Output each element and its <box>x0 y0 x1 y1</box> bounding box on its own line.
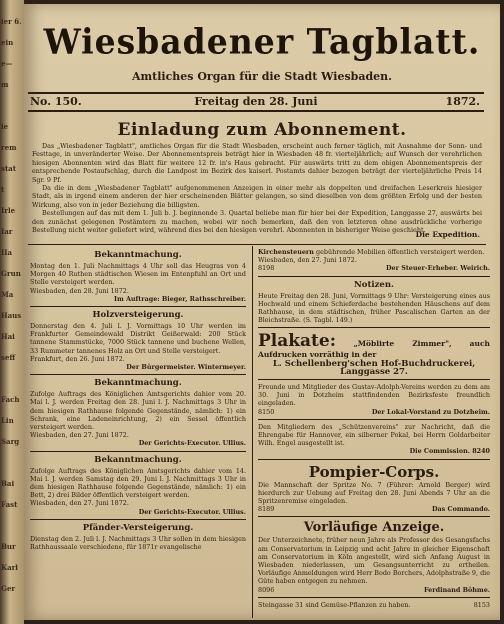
vorlaeufige-notice <box>258 520 490 593</box>
ad-headline: Plakate: <box>258 331 336 352</box>
notice-1 <box>30 250 246 303</box>
spine-text-fragment: rem <box>1 144 17 152</box>
invitation-title: Einladung zum Abonnement. <box>117 120 407 140</box>
notice-body: gebührende Mobilien öffentlich versteigert werden. <box>316 248 485 256</box>
ad-number: 8240 <box>472 447 490 456</box>
spine-text-fragment: IIa <box>1 249 13 257</box>
notice-title: Kirchensteuern <box>258 248 314 256</box>
notice-signature: Im Auftrage: Bieger, Rathsschreiber. <box>113 294 246 303</box>
ad-address: Langgasse 27. <box>340 366 408 377</box>
notice-place: Wiesbaden, den 27. Juni 1872. <box>258 256 357 265</box>
notice-body: Zufolge Auftrags des Königlichen Amtsgerichts dahier vom 14. Mai l. J. werden Samstag den 29. Juni l. J. Nachmittags 3 Uhr in dem hiesigen Rathhause folgende Gegenstände, nämlich: 1) ein Bett, 2) drei Bilder öffentlich versteigert werden. <box>30 466 246 500</box>
notice-place: Frankfurt, den 26. Juni 1872. <box>30 354 125 363</box>
right-column <box>258 248 490 609</box>
spine-text-fragment: ein <box>1 39 14 47</box>
spine-text-fragment: Grun <box>1 270 21 278</box>
left-column <box>30 248 246 551</box>
notice-title: Bekanntmachung. <box>94 250 182 260</box>
notice-signature: Die Commission. <box>409 447 470 456</box>
ad-number: 8189 <box>258 505 275 514</box>
ad-subline: „Möblirte Zimmer", auch Aufdrucken vorräthig in der <box>258 339 490 360</box>
notice-body: Zufolge Auftrags des Königlichen Amtsgerichts dahier vom 20. Mai l. J. werden Freitag den 28. Juni l. J. Nachmittags 3 Uhr in dem hiesigen Rathhause folgende Gegenstände, nämlich: 1) ein Schrank, eine Ladeneinrichtung, 2) ein Sessel öffentlich versteigert werden. <box>30 390 246 432</box>
notice-place: Wiesbaden, den 27. Juni 1872. <box>30 499 129 508</box>
adjacent-page-spine <box>0 0 24 624</box>
notice-body: Montag den 1. Juli Nachmittags 4 Uhr soll das Heugras von 4 Morgen 40 Ruthen städtischen Wiesen im Entenpfuhl an Ort und Stelle versteigert werden. <box>30 262 246 287</box>
section-divider <box>28 244 486 245</box>
notice-place: Wiesbaden, den 27. Juni 1872. <box>30 431 129 440</box>
spine-text-fragment: ier 6. <box>1 18 22 26</box>
notice-body: Dienstag den 2. Juli l. J. Nachmittags 3 Uhr sollen in dem hiesigen Rathhaussaale verschiedene, für 1871r evangelische <box>30 534 246 552</box>
spine-text-fragment: Haus <box>1 312 22 320</box>
notice-signature: Der Lokal-Vorstand zu Dotzheim. <box>371 407 490 416</box>
plakate-ad <box>258 331 490 376</box>
spine-text-fragment: seff <box>1 354 16 362</box>
invitation-paragraph: Bestellungen auf das mit dem 1. Juli b. J. beginnende 3. Quartal beliebe man für hier bei der Expedition, Langgasse 27, auswärts bei den zunächst gelegenen Postämtern zu machen, wobei wir noch bemerken, daß den von letzteren ohne ausdrückliche vorherige Bestellung nicht weiter geliefert wird, während dies bei den hiesigen verehrl. Abonnenten in bisheriger Weise geschieht. <box>32 209 482 235</box>
pompier-notice <box>258 463 490 514</box>
spine-text-fragment: Bur <box>1 543 16 551</box>
spine-text-fragment: Sarg <box>1 438 20 446</box>
notice-body: Den Mitgliedern des „Schützenvereins" zur Nachricht, daß die Ehrengabe für Hannover, ein silberner Pokal, bei Herrn Goldarbeiter Wilh. Engel ausgestellt ist. <box>258 422 490 448</box>
masthead-subtitle: Amtliches Organ für die Stadt Wiesbaden. <box>131 70 393 83</box>
notice-2 <box>30 310 246 371</box>
notice-title: Holzversteigerung. <box>92 310 184 321</box>
issue-number: No. 150. <box>30 95 82 108</box>
spine-text-fragment: ie <box>1 123 9 131</box>
ad-headline: Vorläufige Anzeige. <box>303 520 445 536</box>
newspaper-page <box>24 4 500 620</box>
invitation-body <box>32 142 482 234</box>
notice-place: Wiesbaden, den 28. Juni 1872. <box>30 286 129 295</box>
spine-text-fragment: Ger <box>1 585 16 593</box>
schuetzen-notice <box>258 423 490 456</box>
notice-title: Bekanntmachung. <box>94 454 182 465</box>
notice-body: Die Mannschaft der Spritze No. 7 (Führer: Arnold Berger) wird hierdurch zur Uebung auf Freitag den 28. Juni Abends 7 Uhr an die Spritzenremise eingeladen. <box>258 480 490 506</box>
spine-text-fragment: Hai <box>1 333 15 341</box>
spine-text-fragment: stat <box>1 165 16 173</box>
notice-signature: Das Commando. <box>431 505 490 514</box>
ad-headline: Pompier-Corps. <box>308 462 440 481</box>
notice-title: Bekanntmachung. <box>94 378 182 389</box>
bottom-ad <box>258 601 490 609</box>
ad-number: 8198 <box>258 264 275 273</box>
spine-text-fragment: Fach <box>1 396 20 404</box>
notice-title: Pfänder-Versteigerung. <box>82 522 194 533</box>
spine-text-fragment: t <box>1 186 5 194</box>
ad-number: 8153 <box>473 600 490 609</box>
spine-text-fragment: Karl <box>1 564 18 572</box>
notice-signature: Der Gerichts-Executor. Ullius. <box>138 439 246 448</box>
notice-title: Notizen. <box>354 279 394 290</box>
notice-body: Donnerstag den 4. Juli l. J. Vormittags 10 Uhr werden im Frankfurter Gemeindewald Distrikt Geißerwald: 200 Stück tannene Stammstücke, 7000 Stück tannene und buchene Wellen, 33 Rummeter tannenes Holz an Ort und Stelle versteigert. <box>30 322 246 355</box>
spine-text-fragment: e— <box>1 60 13 68</box>
spine-text-fragment: Irle <box>1 207 16 215</box>
notice-signature: Ferdinand Böhme. <box>423 585 490 594</box>
notice-body: Heute Freitag den 28. Juni, Vormittags 9 Uhr: Versteigerung eines aus Hochwald und einem Schieferdache bestehenden Häuschens auf dem Rathhause, in dem städtischen, früher Pascalischen Garten an der Bleichstraße. (S. Tagbl. 149.) <box>258 291 490 325</box>
notice-body: Der Unterzeichnete, früher neun Jahre als Professor des Gesangsfachs am Conservatorium in Leipzig und acht Jahre in gleicher Eigenschaft am Conservatorium in Köln angestellt, wird sich Anfang August in Wiesbaden niederlassen, um Gesangsunterricht zu ertheilen. Vorläufige Anmeldungen wird Herr Bodo Borchers, Adolphstraße 9, die Güte haben entgegen zu nehmen. <box>258 536 490 586</box>
verein-notice <box>258 383 490 416</box>
invitation-paragraph: Da die in dem „Wiesbadener Tagblatt" aufgenommenen Anzeigen in einer mehr als doppelten und dreifachen Leserkreis hiesiger Stadt, als in irgend einem anderen der hier erscheinenden Blätter gelangen, so sind dieselben von dem größten Erfolg und der besten Wirkung, also von in jeder Beziehung die billigsten. <box>32 184 482 209</box>
notice-body: Freunde und Mitglieder des Gustav-Adolph-Vereins werden zu dem am 30. Juni in Dotzheim stattfindenden Bezirksfeste freundlich eingeladen. <box>258 383 490 408</box>
spine-text-fragment: Lin <box>1 417 14 425</box>
dateline <box>28 92 484 112</box>
spine-text-fragment: Bai <box>1 480 15 488</box>
notice-signature: Der Gerichts-Executor. Ullius. <box>138 507 246 516</box>
ad-firm: L. Schellenberg'schen Hof-Buchdruckerei, <box>272 358 476 369</box>
issue-year: 1872. <box>445 95 480 108</box>
issue-date: Freitag den 28. Juni <box>194 95 318 108</box>
spine-text-fragment: Iar <box>1 228 13 236</box>
notes-section <box>258 280 490 325</box>
column-divider <box>252 246 253 618</box>
notice-4 <box>30 455 246 516</box>
notice-3 <box>30 378 246 447</box>
ad-number: 8096 <box>258 585 275 594</box>
notice-signature: Der Steuer-Erheber. Weirich. <box>386 264 490 273</box>
notice-signature: Der Bürgermeister. Wintermeyer. <box>126 363 246 372</box>
ad-number: 8150 <box>258 407 275 416</box>
spine-text-fragment: Fast <box>1 501 18 509</box>
notice-5 <box>30 523 246 551</box>
ad-text: Steingasse 31 sind Gemüse-Pflanzen zu haben. <box>258 600 411 609</box>
invitation-signature: Die Expedition. <box>415 230 480 239</box>
masthead-title: Wiesbadener Tagblatt. <box>43 21 481 62</box>
church-tax-notice <box>258 248 490 273</box>
spine-text-fragment: Ma <box>1 291 14 299</box>
spine-text-fragment: m <box>1 81 9 89</box>
invitation-paragraph: Das „Wiesbadener Tagblatt", amtliches Organ für die Stadt Wiesbaden, erscheint auch ferner täglich, mit Ausnahme der Sonn- und Festtage, in unveränderter Weise. Der Abonnementspreis beträgt hier in Wiesbaden 48 fr. vierteljährlich; auf Wunsch der verehrlichen hiesigen Abonnenten wird das Blatt für weitere 12 fr. in's Haus gebracht. Für auswärts tritt zu dem obigen Abonnementspreis der entsprechende Postaufschlag, durch die Landpost im Bezirk des kaiserl. Postamts dahier bezogen beträgt der vierteljährliche Preis 14 Sgr. 9 Pf. <box>32 142 482 184</box>
